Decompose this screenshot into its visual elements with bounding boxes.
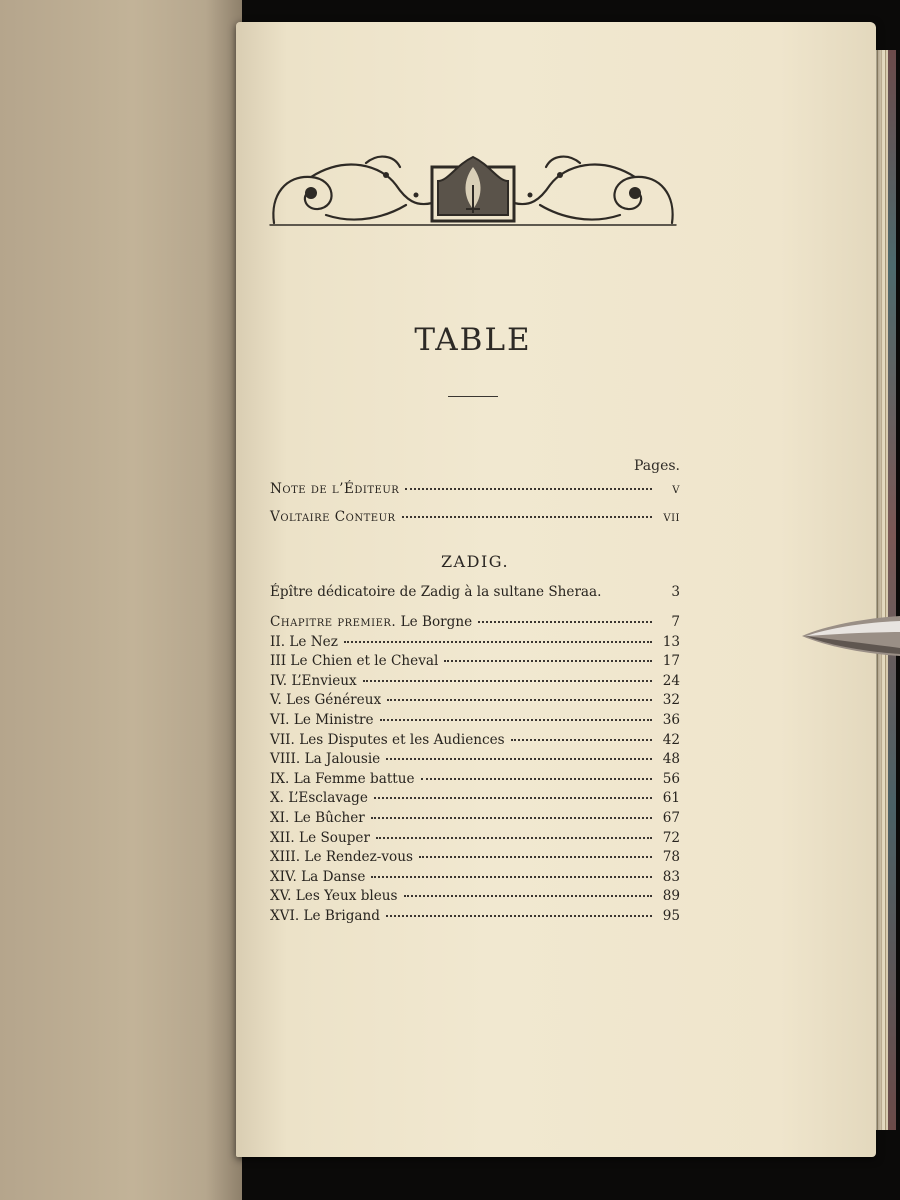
ornamental-headpiece-icon — [266, 145, 680, 227]
toc-entry-label: III Le Chien et le Cheval — [270, 653, 439, 670]
dot-leader — [478, 621, 652, 623]
toc-entry-page: 83 — [662, 868, 680, 885]
toc-entry — [270, 771, 680, 791]
dot-leader — [371, 876, 652, 878]
toc-entry — [270, 849, 680, 869]
dot-leader — [402, 516, 652, 518]
dot-leader — [374, 797, 652, 799]
dot-leader — [511, 739, 652, 741]
facing-left-page — [0, 0, 242, 1200]
toc-entry-label: XIV. La Danse — [270, 868, 366, 885]
toc-entry — [270, 810, 680, 830]
title-rule — [448, 396, 498, 397]
section-heading: ZADIG. — [440, 552, 510, 571]
toc-entry-label: VIII. La Jalousie — [270, 751, 381, 768]
toc-entry — [270, 790, 680, 810]
dot-leader — [376, 837, 652, 839]
toc-entry-page: v — [672, 481, 680, 497]
toc-entry-page: 17 — [662, 653, 680, 670]
toc-entry — [270, 908, 680, 928]
toc-entry — [270, 692, 680, 712]
toc-entry — [270, 653, 680, 673]
toc-entry-label: VII. Les Disputes et les Audiences — [270, 731, 505, 748]
toc-entry-page: 3 — [671, 584, 680, 600]
toc-entry-page: 42 — [662, 731, 680, 748]
chapter-prefix: Chapitre premier. — [270, 614, 397, 630]
metal-bookmark-icon — [800, 610, 900, 662]
toc-entry-label: XI. Le Bûcher — [270, 810, 365, 826]
marbled-edge — [888, 50, 896, 1130]
dot-leader — [405, 488, 652, 490]
toc-entry-label: XII. Le Souper — [270, 829, 370, 846]
toc-entry — [270, 888, 680, 908]
dot-leader — [386, 915, 652, 917]
dot-leader — [419, 856, 652, 858]
toc-entry — [270, 751, 680, 771]
dot-leader — [421, 778, 652, 780]
toc-entry — [270, 830, 680, 850]
toc-entry-label: Le Borgne — [400, 614, 473, 630]
toc-entry-page: 67 — [662, 810, 680, 826]
toc-entry-label: IV. L’Envieux — [270, 672, 357, 689]
toc-entry-label: Note de l’Éditeur — [270, 481, 400, 497]
toc-entry-label: X. L’Esclavage — [270, 790, 368, 807]
toc-entry-label: XIII. Le Rendez-vous — [270, 849, 413, 866]
dot-leader — [380, 719, 652, 721]
toc-entry — [270, 712, 680, 732]
toc-entry-page: 89 — [662, 888, 680, 905]
toc-entry — [270, 673, 680, 693]
toc-entry-page: 7 — [671, 614, 680, 630]
toc-entry-page: 95 — [662, 908, 680, 924]
toc-entry-label: IX. La Femme battue — [270, 770, 415, 787]
dot-leader — [371, 817, 652, 819]
dot-leader — [404, 895, 652, 897]
toc-entry-label: XVI. Le Brigand — [270, 908, 380, 924]
toc-entry-page: vii — [663, 509, 680, 525]
toc-entry-page: 13 — [662, 633, 680, 650]
toc-entry-page: 78 — [662, 849, 680, 866]
toc-entry — [270, 481, 680, 501]
page-title: TABLE — [414, 322, 532, 358]
toc-entry-label: V. Les Généreux — [270, 692, 382, 709]
toc-entry — [270, 732, 680, 752]
toc-entry-page: 24 — [662, 672, 680, 689]
toc-entry — [270, 614, 680, 634]
dot-leader — [386, 758, 652, 760]
toc-entry-label: XV. Les Yeux bleus — [270, 888, 398, 905]
toc-entry — [270, 584, 680, 604]
dot-leader — [387, 699, 652, 701]
toc-entry-label: Épître dédicatoire de Zadig à la sultane Sheraa. — [270, 584, 602, 600]
toc-entry-page: 72 — [662, 829, 680, 846]
toc-entry — [270, 634, 680, 654]
toc-entry — [270, 869, 680, 889]
toc-entry — [270, 509, 680, 529]
toc-entry-label: VI. Le Ministre — [270, 712, 374, 728]
toc-entry-page: 48 — [662, 751, 680, 768]
toc-entry-page: 36 — [662, 712, 680, 728]
dot-leader — [444, 660, 652, 662]
toc-entry-label: Voltaire Conteur — [270, 509, 396, 525]
dot-leader — [363, 680, 652, 682]
toc-entry-page: 61 — [662, 790, 680, 807]
toc-entry-label: II. Le Nez — [270, 633, 338, 650]
toc-entry-page: 32 — [662, 692, 680, 709]
dot-leader — [344, 641, 652, 643]
pages-column-header: Pages. — [633, 458, 680, 474]
toc-entry-page: 56 — [662, 770, 680, 787]
